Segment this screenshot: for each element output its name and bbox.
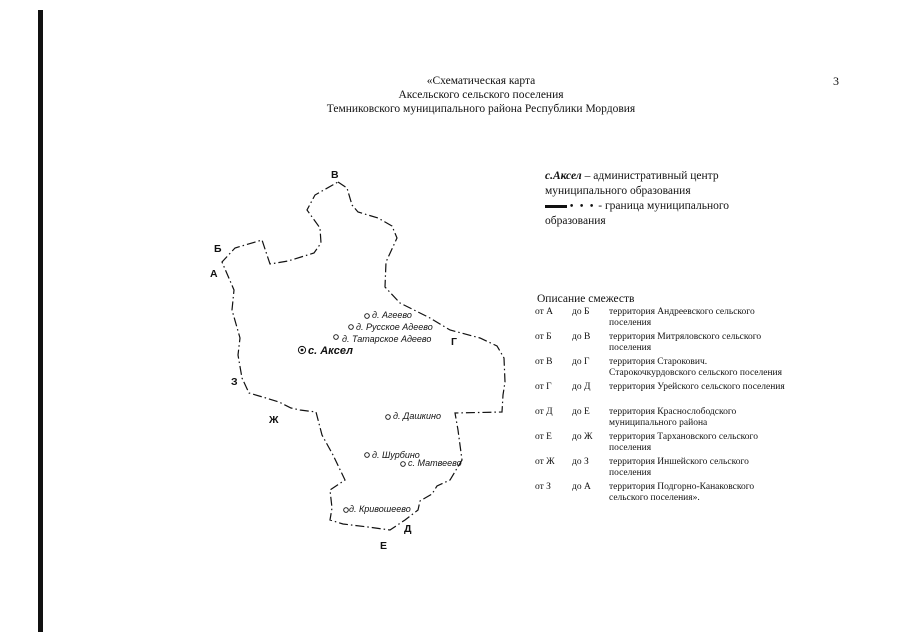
adjacency-text: территория Урейского сельского поселения xyxy=(609,382,785,392)
point-label-zh: Ж xyxy=(269,414,279,426)
adjacency-from: от Г xyxy=(535,382,552,392)
adjacency-to: до З xyxy=(572,457,589,467)
adjacency-to: до Г xyxy=(572,357,590,367)
village-label: с. Матвеево xyxy=(408,458,462,468)
admin-center-label: с. Аксел xyxy=(308,345,353,357)
legend-center-text: – административный центр муниципального образования xyxy=(545,170,719,197)
village-marker xyxy=(401,462,406,467)
point-label-v: В xyxy=(331,169,339,181)
point-label-g: Г xyxy=(451,336,457,348)
adjacency-from: от Ж xyxy=(535,457,555,467)
adjacency-to: до А xyxy=(572,482,591,492)
title-line-1: «Схематическая карта xyxy=(426,75,536,87)
adjacency-text: территория Тархановского сельского поселения xyxy=(609,432,758,453)
adjacency-text: территория Подгорно-Канаковского сельского поселения». xyxy=(609,482,755,503)
village-marker xyxy=(365,453,370,458)
village-label: д. Дашкино xyxy=(393,411,442,421)
adjacency-from: от А xyxy=(535,307,554,317)
adjacency-to: до В xyxy=(572,332,591,342)
legend-border-text: - граница муниципального образования xyxy=(545,200,730,228)
adjacency-from: от Б xyxy=(535,332,552,342)
title-line-2: Аксельского сельского поселения xyxy=(398,89,564,101)
adjacency-text: территория Старокович. Старокочкурдовского сельского поселения xyxy=(609,357,782,378)
adjacency-from: от Д xyxy=(535,407,553,417)
adjacency-to: до Ж xyxy=(572,432,593,442)
adjacency-text: территория Андреевского сельского поселения xyxy=(609,307,755,328)
village-marker xyxy=(386,415,391,420)
adjacency-title: Описание смежеств xyxy=(537,293,635,305)
village-label: д. Шурбино xyxy=(372,450,420,460)
point-label-a: А xyxy=(210,268,218,280)
point-label-d: Д xyxy=(404,523,412,535)
village-label: д. Русское Адеево xyxy=(356,322,433,332)
village-label: д. Агеево xyxy=(372,310,412,320)
village-label: д. Кривошеево xyxy=(349,504,411,514)
village-marker xyxy=(334,335,339,340)
page-number: 3 xyxy=(833,74,839,88)
adjacency-to: до Е xyxy=(572,407,590,417)
adjacency-from: от Е xyxy=(535,432,552,442)
border-dots-symbol: • • • xyxy=(569,201,596,212)
adjacency-text: территория Митряловского сельского поселения xyxy=(609,332,762,353)
adjacency-text: территория Иншейского сельского поселения xyxy=(609,457,749,478)
village-label: д. Татарское Адеево xyxy=(342,334,432,344)
admin-center-marker xyxy=(298,346,305,353)
point-label-e: Е xyxy=(380,540,388,552)
municipal-border xyxy=(222,182,505,530)
point-label-z: З xyxy=(231,376,238,388)
title-line-3: Темниковского муниципального района Республики Мордовия xyxy=(326,103,636,115)
legend-center-name: с.Аксел xyxy=(545,170,582,182)
adjacency-to: до Б xyxy=(572,307,590,317)
adjacency-text: территория Краснослободского муниципального района xyxy=(609,407,737,428)
adjacency-from: от В xyxy=(535,357,553,367)
admin-center-dot xyxy=(301,349,304,352)
point-label-b: Б xyxy=(214,243,222,255)
adjacency-from: от З xyxy=(535,482,551,492)
village-marker xyxy=(349,325,354,330)
village-marker xyxy=(344,508,349,513)
adjacency-to: до Д xyxy=(572,382,591,392)
village-marker xyxy=(365,314,370,319)
